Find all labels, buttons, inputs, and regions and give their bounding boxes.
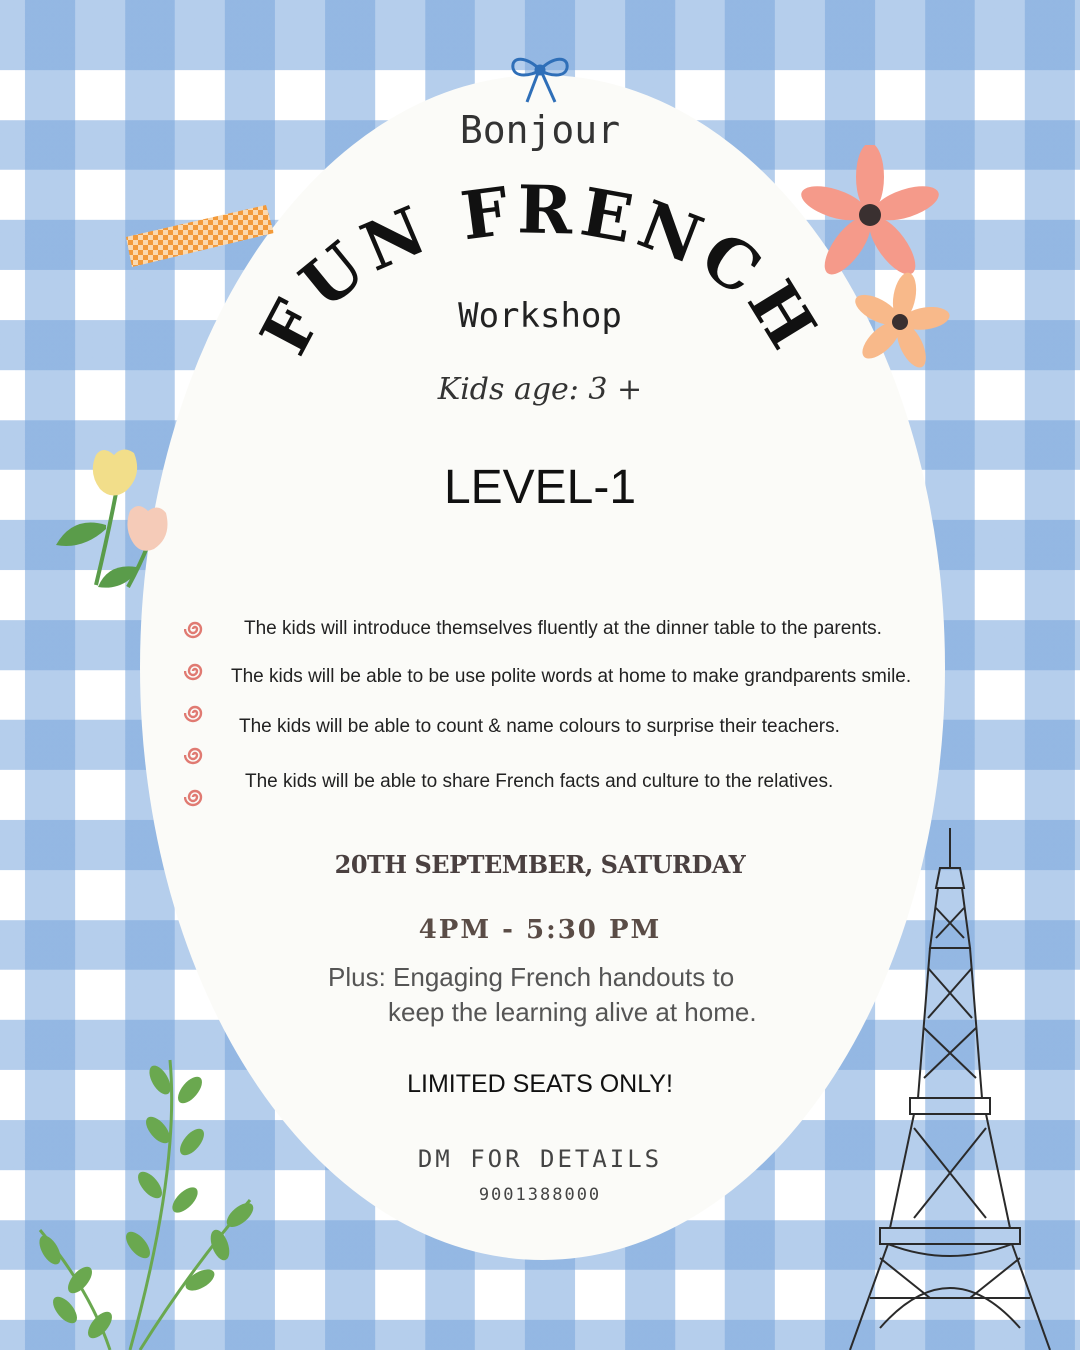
subtitle: Workshop xyxy=(458,296,622,336)
swirl-icon xyxy=(184,786,206,808)
swirl-icon xyxy=(184,660,206,682)
phone-number: 9001388000 xyxy=(478,1185,602,1205)
outcome-item: The kids will be able to be use polite words at home to make grandparents smile. xyxy=(231,666,912,687)
bow-icon xyxy=(505,50,575,108)
age-label: Kids age: 3 + xyxy=(437,372,643,407)
cta-text: DM FOR DETAILS xyxy=(417,1145,663,1173)
outcome-item: The kids will be able to share French facts and culture to the relatives. xyxy=(245,771,834,792)
title-arc xyxy=(240,150,840,380)
event-time: 4PM - 5:30 PM xyxy=(418,915,662,945)
plus-note-line-1: Plus: Engaging French handouts to xyxy=(328,962,735,992)
svg-text:FUN FRENCH xyxy=(245,170,835,366)
greeting: Bonjour xyxy=(459,108,621,152)
outcome-item: The kids will be able to count & name colours to surprise their teachers. xyxy=(239,716,840,737)
level-label: LEVEL-1 xyxy=(443,461,637,514)
swirl-icon xyxy=(184,618,206,640)
swirl-icon xyxy=(184,744,206,766)
event-date: 20TH SEPTEMBER, SATURDAY xyxy=(334,850,746,879)
outcome-item: The kids will introduce themselves fluently at the dinner table to the parents. xyxy=(244,618,882,639)
swirl-icon xyxy=(184,702,206,724)
page-title: FUN FRENCH xyxy=(244,170,835,367)
plus-note-line-2: keep the learning alive at home. xyxy=(388,997,757,1027)
seats-note: LIMITED SEATS ONLY! xyxy=(407,1070,673,1098)
